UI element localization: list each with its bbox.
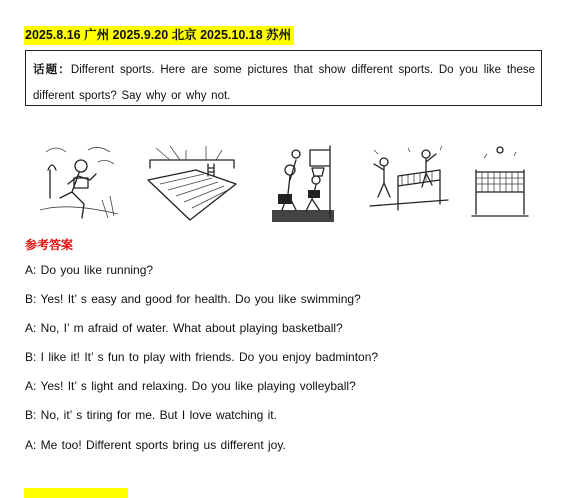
- swimming-pool-picture-icon: [146, 140, 238, 224]
- dialogue-line: A: Me too! Different sports bring us different joy.: [25, 438, 286, 452]
- dialogue-line: B: Yes! It’ s easy and good for health. Do you like swimming?: [25, 292, 361, 306]
- topic-label: 话题：: [33, 64, 71, 76]
- highlight-bar: [24, 488, 128, 498]
- dialogue-line: B: I like it! It’ s fun to play with friends. Do you enjoy badminton?: [25, 350, 379, 364]
- volleyball-picture-icon: [470, 140, 530, 224]
- topic-box: [25, 50, 542, 106]
- basketball-picture-icon: [270, 140, 336, 224]
- dialogue-line: A: Do you like running?: [25, 263, 154, 277]
- badminton-picture-icon: [368, 140, 452, 224]
- dialogue-line: A: Yes! It’ s light and relaxing. Do you like playing volleyball?: [25, 379, 356, 393]
- sports-pictures: [0, 140, 576, 224]
- dialogue-line: B: No, it’ s tiring for me. But I love watching it.: [25, 408, 277, 422]
- dialogue-line: A: No, I’ m afraid of water. What about playing basketball?: [25, 321, 343, 335]
- answer-heading: 参考答案: [25, 238, 74, 252]
- topic-text: Different sports. Here are some pictures that show different sports. Do you like these different sports? Say why or why not.: [33, 64, 535, 102]
- running-picture-icon: [38, 140, 120, 224]
- dates-highlight: 2025.8.16 广州 2025.9.20 北京 2025.10.18 苏州: [24, 26, 294, 45]
